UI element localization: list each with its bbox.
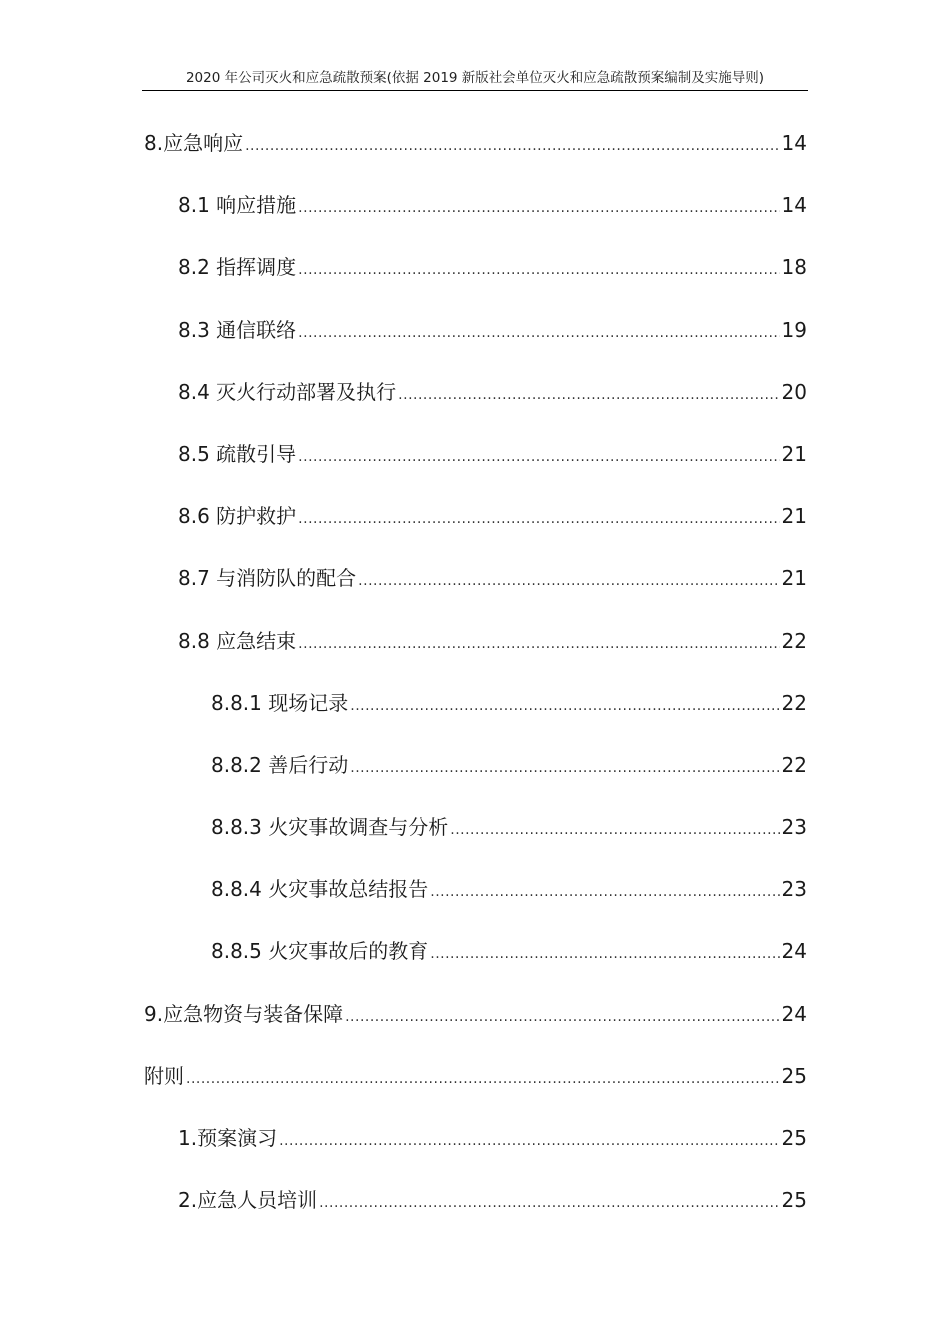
toc-entry[interactable] [144,806,807,868]
toc-dot-leader [298,498,779,540]
toc-entry[interactable] [144,744,807,806]
toc-dot-leader [358,560,779,602]
toc-entry-label: 8.应急响应 [144,131,244,155]
toc-dot-leader [298,436,779,478]
toc-dot-leader [279,1120,779,1162]
toc-entry[interactable] [144,1179,807,1241]
toc-dot-leader [298,312,779,354]
toc-entry-page: 22 [781,690,807,715]
toc-entry-label: 8.1 响应措施 [178,193,297,218]
toc-entry-label: 8.6 防护救护 [178,504,297,529]
toc-entry[interactable] [144,184,807,246]
toc-dot-leader [398,374,779,416]
toc-entry-label: 8.8.4 火灾事故总结报告 [211,877,429,902]
toc-entry-page: 22 [781,628,807,653]
toc-entry-page: 18 [781,255,807,280]
toc-entry[interactable] [144,309,807,371]
toc-dot-leader [345,996,779,1038]
toc-entry-label: 附则 [144,1063,184,1088]
toc-dot-leader [245,125,779,167]
toc-entry[interactable] [144,993,807,1055]
toc-entry-page: 23 [781,815,807,840]
toc-dot-leader [350,685,779,727]
toc-entry[interactable] [144,246,807,308]
toc-entry-page: 22 [781,752,807,777]
toc-entry[interactable] [144,930,807,992]
toc-entry[interactable] [144,433,807,495]
toc-entry[interactable] [144,371,807,433]
toc-entry-label: 8.4 灭火行动部署及执行 [178,379,397,404]
toc-entry-page: 14 [781,193,807,218]
toc-entry-label: 8.8 应急结束 [178,628,297,653]
toc-entry-label: 8.7 与消防队的配合 [178,566,357,591]
toc-entry[interactable] [144,495,807,557]
toc-dot-leader [430,871,779,913]
toc-dot-leader [298,187,779,229]
toc-entry-page: 19 [781,317,807,342]
toc-dot-leader [298,249,779,291]
toc-entry-label: 8.8.2 善后行动 [211,752,349,777]
toc-entry-label: 8.8.5 火灾事故后的教育 [211,939,429,964]
toc-entry-label: 8.3 通信联络 [178,317,297,342]
table-of-contents [144,122,807,1241]
toc-dot-leader [450,809,779,851]
toc-entry[interactable] [144,868,807,930]
toc-entry[interactable] [144,122,807,184]
toc-entry-page: 24 [781,1001,807,1026]
toc-entry-label: 1.预案演习 [178,1126,278,1150]
toc-entry-label: 9.应急物资与装备保障 [144,1001,344,1026]
toc-entry[interactable] [144,682,807,744]
toc-dot-leader [319,1182,779,1224]
toc-entry-page: 24 [781,939,807,964]
toc-entry-label: 8.5 疏散引导 [178,441,297,466]
toc-entry-page: 25 [781,1063,807,1088]
toc-entry[interactable] [144,557,807,619]
toc-entry-label: 8.8.3 火灾事故调查与分析 [211,815,449,840]
toc-entry-page: 25 [781,1188,807,1213]
toc-dot-leader [186,1058,780,1100]
toc-entry-label: 8.8.1 现场记录 [211,690,349,715]
toc-entry-page: 21 [781,566,807,591]
header-title: 2020 年公司灭火和应急疏散预案(依据 2019 新版社会单位灭火和应急疏散预案编制及实施导则) [185,70,765,86]
toc-entry-page: 23 [781,877,807,902]
toc-entry-page: 21 [781,441,807,466]
toc-dot-leader [430,933,779,975]
toc-entry-label: 2.应急人员培训 [178,1188,318,1213]
toc-entry-page: 21 [781,504,807,529]
toc-dot-leader [298,623,779,665]
toc-entry[interactable] [144,1055,807,1117]
toc-entry-page: 25 [781,1126,807,1150]
toc-dot-leader [350,747,779,789]
toc-entry-page: 14 [781,131,807,155]
page-header [142,68,808,91]
toc-entry[interactable] [144,620,807,682]
toc-entry-page: 20 [781,379,807,404]
toc-entry[interactable] [144,1117,807,1179]
toc-entry-label: 8.2 指挥调度 [178,255,297,280]
